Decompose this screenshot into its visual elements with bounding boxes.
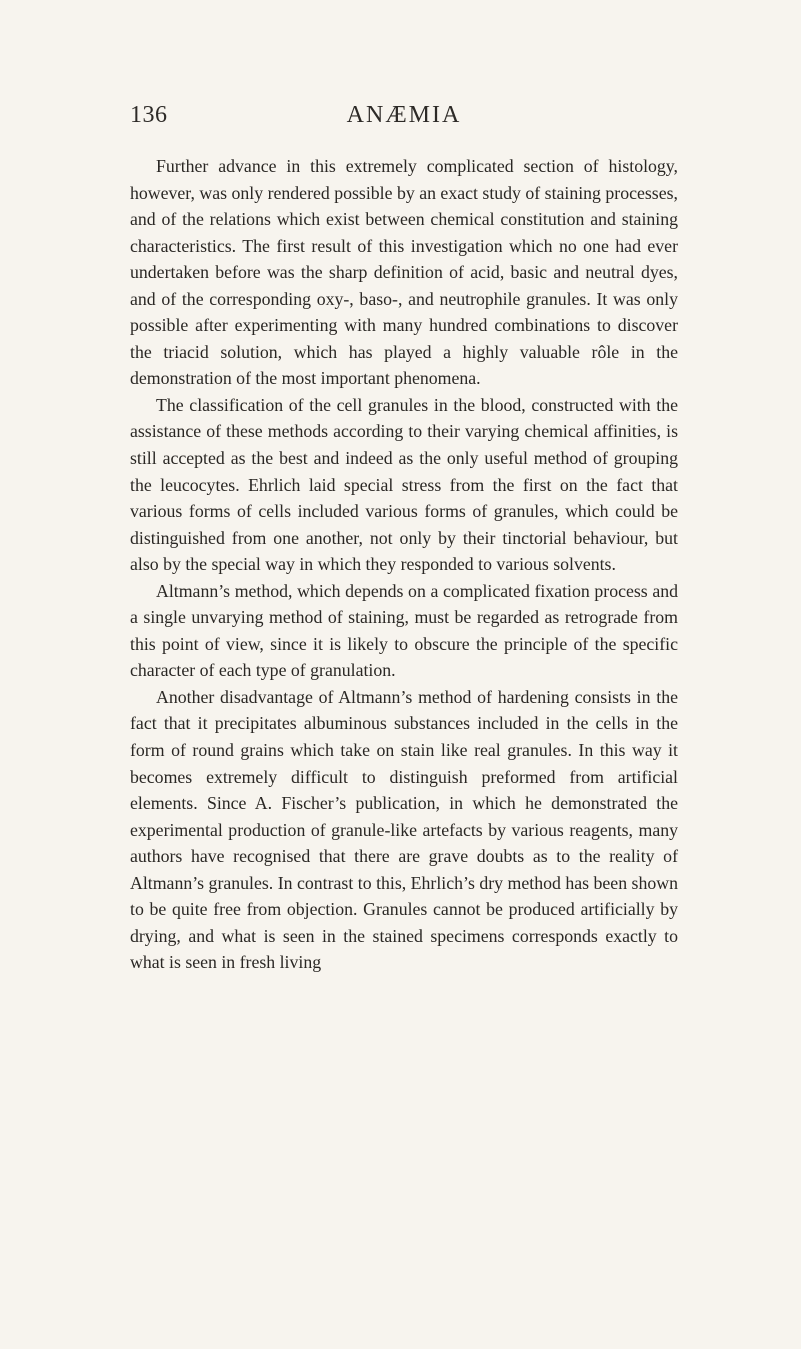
page-header (130, 102, 678, 142)
paragraph: The classification of the cell granules in the blood, constructed with the assistance of these methods according to their varying chemical affinities, is still accepted as the best and indeed as the only useful method of grouping the leucocytes. Ehrlich laid special stress from the first on the fact that various forms of cells included various forms of granules, which could be distinguished from one another, not only by their tinctorial behaviour, but also by the special way in which they responded to various solvents. (130, 394, 678, 575)
paragraph: Altmann’s method, which depends on a complicated fixation process and a single unvarying method of staining, must be regarded as retrograde from this point of view, since it is likely to obscure the principle of the specific character of each type of granulation. (130, 580, 678, 681)
paragraph: Further advance in this extremely complicated section of histology, however, was only rendered possible by an exact study of staining processes, and of the relations which exist between chemical constitution and staining characteristics. The first result of this investigation which no one had ever undertaken before was the sharp definition of acid, basic and neutral dyes, and of the corresponding oxy-, baso-, and neutrophile granules. It was only possible after experimenting with many hundred combinations to discover the triacid solution, which has played a highly valuable rôle in the demonstration of the most important phenomena. (130, 156, 678, 389)
running-title: ANÆMIA (346, 102, 462, 128)
paragraph: Another disadvantage of Altmann’s method of hardening consists in the fact that it precipitates albuminous substances included in the cells in the form of round grains which take on stain like real granules. In this way it becomes extremely difficult to distinguish preformed from artificial elements. Since A. Fischer’s publication, in which he demonstrated the experimental production of granule-like artefacts by various reagents, many authors have recognised that there are grave doubts as to the reality of Altmann’s granules. In contrast to this, Ehrlich’s dry method has been shown to be quite free from objection. Granules cannot be produced artificially by drying, and what is seen in the stained specimens corresponds exactly to what is seen in fresh living (130, 686, 678, 973)
page-number: 136 (130, 102, 168, 128)
body-text (130, 153, 678, 976)
